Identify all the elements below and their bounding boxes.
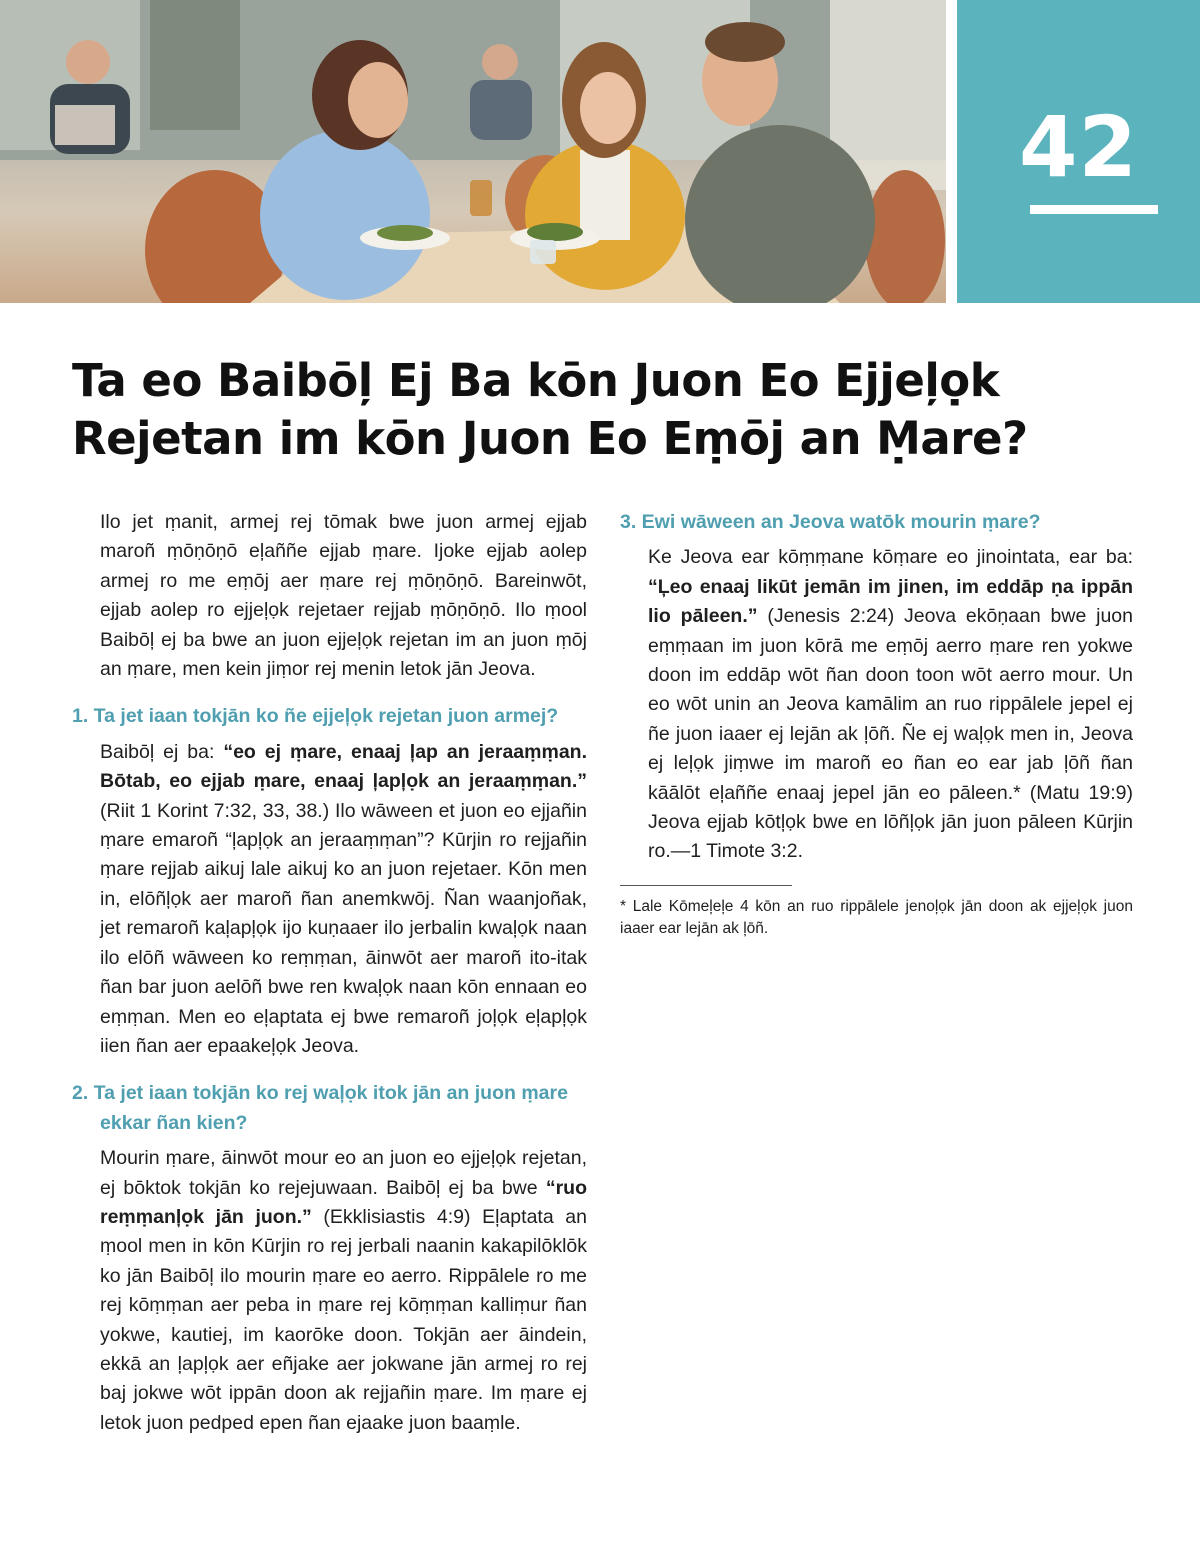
right-column — [620, 508, 1133, 954]
section-1-heading: 1. Ta jet iaan tokjān ko ñe ejjeļọk rejetan juon armej? — [72, 705, 559, 728]
section-3-rest: (Jenesis 2:24) Jeova ekōṇaan bwe juon eṃṃaan im juon kōrā me eṃōj aerro ṃare ren yokwe doon im eddāp wōt ñan doon toon wōt aerro mour. Un eo wōt unin an Jeova kamālim an ruo rippālele jepel ej ñe juon iaaer ej lejān ak ļōñ. Ñe ej waļọk men in, Jeova ej leļọk jiṃwe im maroñ eo ñan eo ear jab ļōñ ñan kāālōt eļaññe enaaj jepel jān eo pāleen.* (Matu 19:9) Jeova ejjab kōtļọk bwe en lōñļọk jān juon pāleen Kūrjin ro.—1 Timote 3:2. — [648, 605, 1133, 863]
lesson-number: 42 — [1019, 98, 1138, 196]
background-person-body — [470, 80, 532, 140]
glass — [470, 180, 492, 216]
man-hair — [705, 22, 785, 62]
salad — [527, 223, 583, 241]
lesson-number-underline — [1030, 205, 1158, 214]
plant-background — [150, 0, 240, 130]
section-3-quote: “Ļeo enaaj likūt jemān im jinen, im eddāp ṇa ippān lio pāleen.” — [648, 575, 1133, 628]
hero-photo — [0, 0, 946, 303]
section-2-rest: (Ekklisiastis 4:9) Eļaptata an ṃool men in kōn Kūrjin ro rej jerbali naanin kakapilōklōk ko jān Baibōļ ilo mourin ṃare eo aerro. Rippālele ro me rej kōṃṃan aer peba in ṃare rej kōṃṃan kalliṃur ñan yokwe, kautiej, im kaorōke doon. Tokjān aer āindein, ekkā an ļapļọk aer eñjake aer jokwane jān armej ro rej baj jokwe wōt ippān doon ak rejjañin ṃare. Im ṃare ej letok juon pedped epen ñan ejaake juon baaṃle. — [100, 1205, 587, 1434]
footnote: * Lale Kōmeļeļe 4 kōn an ruo rippālele jenoļọk jān doon ak ejjeļọk juon iaaer ear lejān ak ļōñ. — [620, 897, 1133, 937]
section-1-paragraph — [72, 738, 587, 1061]
lesson-number-box — [957, 0, 1200, 303]
section-1-lead: Baibōļ ej ba: — [100, 740, 224, 763]
section-3-lead: Ke Jeova ear kōṃṃane kōṃare eo jinointata, ear ba: — [648, 546, 1133, 569]
salad — [377, 225, 433, 241]
background-person-head — [482, 44, 518, 80]
background-person-head — [66, 40, 110, 84]
woman-left-face — [348, 62, 408, 138]
laptop — [55, 105, 115, 145]
woman-middle-face — [580, 72, 636, 144]
section-2-quote: “ruo reṃṃanļọk jān juon.” — [100, 1176, 587, 1228]
page-title: Ta eo Baibōļ Ej Ba kōn Juon Eo Ejjeļọk Rejetan im kōn Juon Eo Eṃōj an Ṃare? — [72, 354, 1028, 465]
section-3-paragraph — [620, 543, 1133, 866]
section-2-heading: 2. Ta jet iaan tokjān ko rej waļọk itok jān an juon ṃare ekkar ñan kien? — [72, 1082, 568, 1134]
section-3-heading: 3. Ewi wāween an Jeova watōk mourin ṃare? — [620, 511, 1041, 533]
woman-left-shirt — [260, 130, 430, 300]
woman-middle-shirt — [580, 150, 630, 240]
cafe-scene-illustration — [0, 0, 946, 303]
section-1-rest: (Riit 1 Korint 7:32, 33, 38.) Ilo wāween et juon eo ejjañin ṃare emaroñ “ļapļọk an jeraaṃṃan”? Kūrjin ro rejjañin ṃare rejjab aikuj lale aikuj ko an juon rejetaer. Kōn men in, elōñļọk aer maroñ ñan anemkwōj. Ñan waanjoñak, jet remaroñ kaļapļọk ijo kuṇaaer ilo jerbalin kwaļọk naan ilo elōñ wāween ko reṃṃan, āinwōt aer maroñ ito-itak ñan bar juon aelōñ bwe ren kwaļọk naan kōn ennaan eo eṃṃan. Men eo eļaptata ej bwe remaroñ joļọk eļapļọk iien ñan aer epaakeļọk Jeova. — [100, 799, 587, 1057]
section-2-lead: Mourin ṃare, āinwōt mour eo an juon eo ejjeļọk rejetan, ej bōktok tokjān ko rejejuwaan. Baibōļ ej ba bwe — [100, 1147, 587, 1199]
glass — [530, 240, 556, 264]
footnote-divider — [620, 885, 792, 886]
section-2-paragraph — [72, 1144, 587, 1438]
section-1-quote: “eo ej ṃare, enaaj ļap an jeraaṃṃan. Bōtab, eo ejjab ṃare, enaaj ļapļọk an jeraaṃṃan.” — [100, 740, 587, 793]
left-column — [72, 508, 587, 1452]
intro-paragraph: Ilo jet ṃanit, armej rej tōmak bwe juon armej ejjab maroñ ṃōṇōṇō eļaññe ejjab ṃare. Ijoke ejjab aolep armej ro me eṃōj aer ṃare rej ṃōṇōṇō. Bareinwōt, ejjab aolep ro ejjeļọk rejetaer rejjab ṃōṇōṇō. Ilo ṃool Baibōļ ej ba bwe an juon ejjeļọk rejetan im an juon ṃōj an ṃare, men kein jiṃor rej menin letok jān Jeova. — [100, 511, 587, 681]
